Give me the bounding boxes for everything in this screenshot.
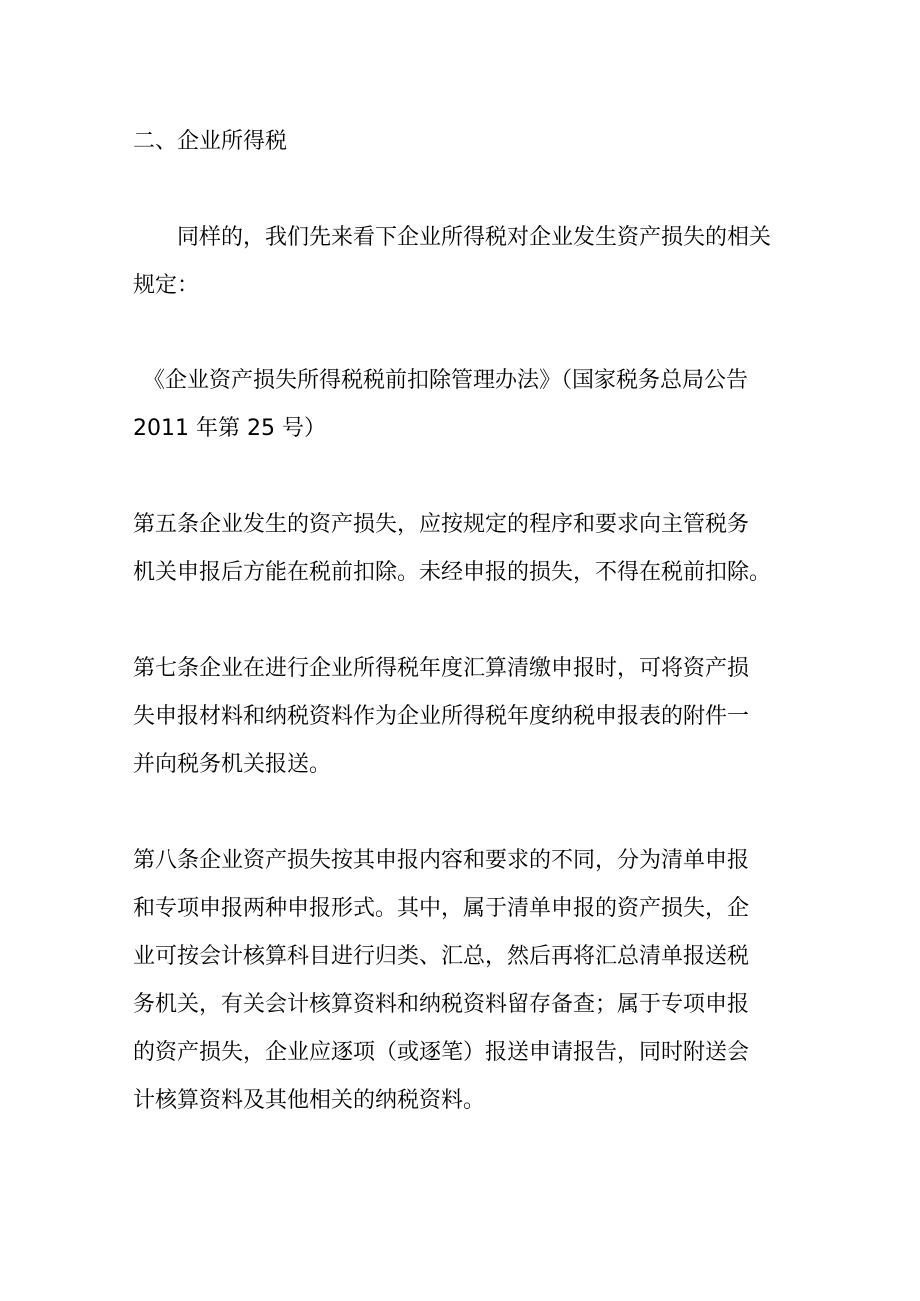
paragraph-line: 2011 年第 25 号）: [133, 416, 326, 441]
paragraph-line: 第八条企业资产损失按其申报内容和要求的不同，分为清单申报: [133, 848, 750, 873]
paragraph-line: 规定：: [133, 273, 200, 298]
paragraph-line: 《企业资产损失所得税税前扣除管理办法》（国家税务总局公告: [143, 368, 749, 393]
paragraph-line: 第七条企业在进行企业所得税年度汇算清缴申报时，可将资产损: [133, 656, 750, 681]
paragraph-line: 并向税务机关报送。: [133, 752, 332, 777]
paragraph-line: 和专项申报两种申报形式。其中，属于清单申报的资产损失，企: [133, 896, 750, 921]
paragraph-line: 同样的，我们先来看下企业所得税对企业发生资产损失的相关: [177, 225, 772, 250]
regulation-citation: [133, 357, 803, 453]
article-5-paragraph: [133, 501, 793, 597]
article-7-paragraph: [133, 645, 793, 789]
paragraph-line: 的资产损失，企业应逐项（或逐笔）报送申请报告，同时附送会: [133, 1040, 750, 1065]
paragraph-line: 业可按会计核算科目进行归类、汇总，然后再将汇总清单报送税: [133, 944, 750, 969]
heading-text: 二、企业所得税: [133, 129, 288, 154]
intro-paragraph: [133, 214, 793, 310]
paragraph-line: 机关申报后方能在税前扣除。未经申报的损失，不得在税前扣除。: [133, 560, 772, 585]
paragraph-line: 失申报材料和纳税资料作为企业所得税年度纳税申报表的附件一: [133, 704, 750, 729]
paragraph-line: 务机关，有关会计核算资料和纳税资料留存备查；属于专项申报: [133, 992, 750, 1017]
paragraph-line: 计核算资料及其他相关的纳税资料。: [133, 1088, 486, 1113]
paragraph-line: 第五条企业发生的资产损失，应按规定的程序和要求向主管税务: [133, 512, 750, 537]
section-heading: [133, 118, 793, 166]
article-8-paragraph: [133, 837, 793, 1125]
